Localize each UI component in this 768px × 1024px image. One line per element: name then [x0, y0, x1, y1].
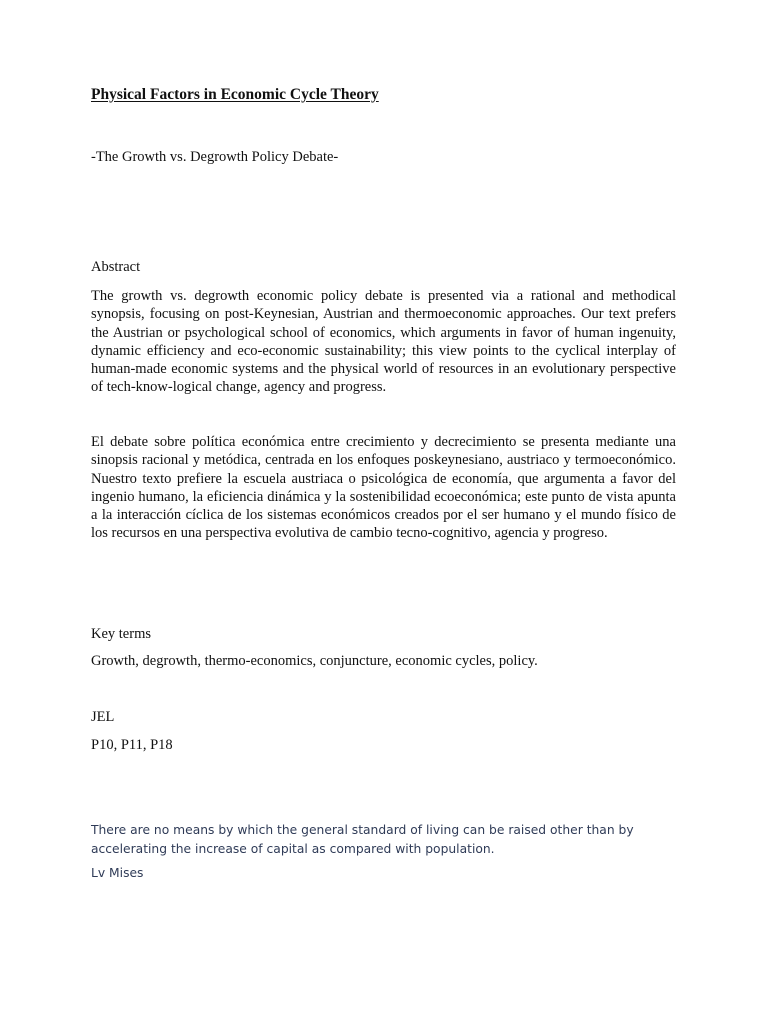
key-terms-list: Growth, degrowth, thermo-economics, conjuncture, economic cycles, policy.: [91, 653, 538, 669]
jel-codes: P10, P11, P18: [91, 737, 173, 753]
document-title: Physical Factors in Economic Cycle Theory: [91, 86, 379, 103]
document-subtitle: -The Growth vs. Degrowth Policy Debate-: [91, 149, 339, 165]
abstract-english: The growth vs. degrowth economic policy debate is presented via a rational and methodical synopsis, focusing on post-Keynesian, Austrian and thermoeconomic approaches. Our text prefers the Austrian or psychological school of economics, which arguments in favor of human ingenuity, dynamic efficiency and eco-economic sustainability; this view points to the cyclical interplay of human-made economic systems and the physical world of resources in an evolutionary perspective of tech-know-logical change, agency and progress.: [91, 288, 676, 396]
epigraph-quote: There are no means by which the general standard of living can be raised other than by accelerating the increase of capital as compared with population.: [91, 823, 634, 856]
jel-heading: JEL: [91, 709, 115, 725]
abstract-spanish: El debate sobre política económica entre crecimiento y decrecimiento se presenta mediante una sinopsis racional y metódica, centrada en los enfoques poskeynesiano, austriaco y termoeconómico. Nuestro texto prefiere la escuela austriaca o psicológica de economía, que argumenta a favor del ingenio humano, la eficiencia dinámica y la sostenibilidad ecoeconómica; este punto de vista apunta a la interacción cíclica de los sistemas económicos creados por el ser humano y el mundo físico de los recursos en una perspectiva evolutiva de cambio tecno-cognitivo, agencia y progreso.: [91, 434, 676, 542]
key-terms-heading: Key terms: [91, 626, 151, 642]
epigraph-author: Lv Mises: [91, 866, 144, 880]
abstract-heading: Abstract: [91, 259, 141, 275]
